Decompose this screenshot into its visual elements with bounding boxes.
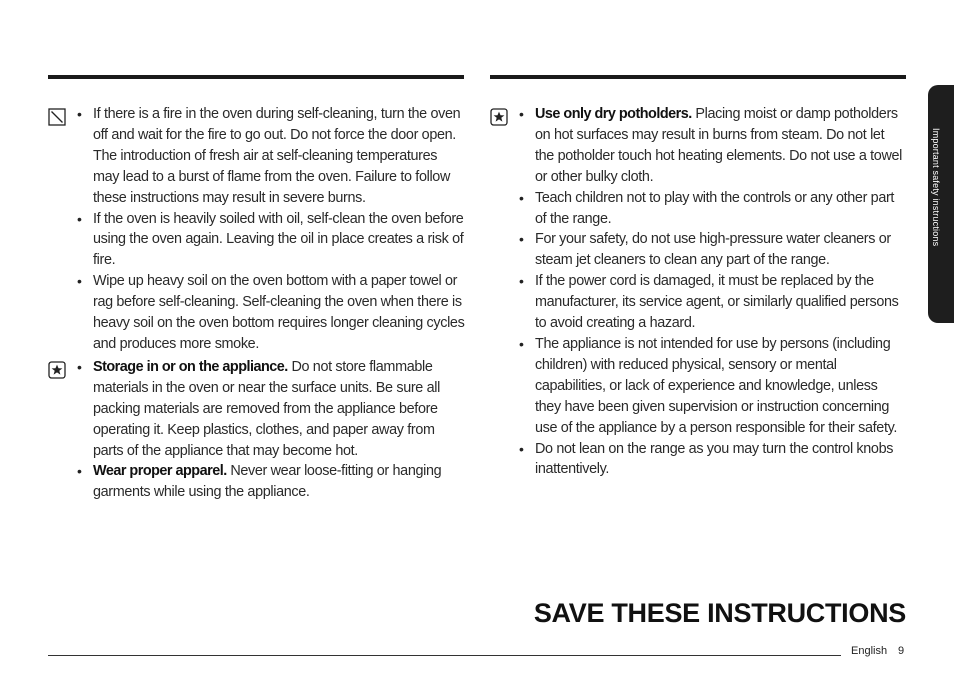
caution-group-star	[48, 357, 466, 503]
bullet-list	[93, 357, 466, 503]
footer-rule	[48, 655, 841, 656]
save-instructions-title: SAVE THESE INSTRUCTIONS	[533, 598, 906, 628]
side-tab-label: Important safety instructions	[931, 128, 941, 247]
star-icon	[48, 361, 66, 379]
list-item: • If the power cord is damaged, it must be replaced by the manufacturer, its service agent, or similarly qualified persons to avoid creating a hazard.	[535, 271, 906, 334]
left-column-top-rule	[48, 75, 464, 79]
left-column	[48, 104, 466, 503]
footer-language: English	[851, 645, 888, 657]
list-item: • The appliance is not intended for use by persons (including children) with reduced physical, sensory or mental capabilities, or lack of experience and knowledge, unless they have been given supervision or instruction concerning use of the appliance by a person responsible for their safety.	[535, 334, 906, 439]
right-column	[490, 104, 906, 480]
bullet-list	[535, 104, 906, 480]
no-entry-icon	[48, 108, 66, 126]
bullet-list	[93, 104, 466, 355]
list-item: • Storage in or on the appliance. Do not store flammable materials in the oven or near the surface units. Be sure all packing materials are removed from the appliance before operating it. Keep plastics, clothes, and paper away from parts of the appliance that may become hot.	[93, 357, 466, 462]
list-item: • Wipe up heavy soil on the oven bottom with a paper towel or rag before self-cleaning. Self-cleaning the oven when there is heavy soil on the oven bottom requires longer cleaning cycles and produces more smoke.	[93, 271, 466, 355]
list-item: • Wear proper apparel. Never wear loose-fitting or hanging garments while using the appliance.	[93, 461, 466, 503]
list-item: • For your safety, do not use high-pressure water cleaners or steam jet cleaners to clean any part of the range.	[535, 229, 906, 271]
caution-group-star	[490, 104, 906, 480]
right-column-top-rule	[490, 75, 906, 79]
page-number: 9	[898, 645, 905, 657]
list-item: • If there is a fire in the oven during self-cleaning, turn the oven off and wait for the fire to go out. Do not force the door open. The introduction of fresh air at self-cleaning temperatures may lead to a burst of flame from the oven. Failure to follow these instructions may result in severe burns.	[93, 104, 466, 209]
list-item: • If the oven is heavily soiled with oil, self-clean the oven before using the oven again. Leaving the oil in place creates a risk of fire.	[93, 209, 466, 272]
list-item: • Teach children not to play with the controls or any other part of the range.	[535, 188, 906, 230]
list-item: • Do not lean on the range as you may turn the control knobs inattentively.	[535, 439, 906, 481]
list-item: • Use only dry potholders. Placing moist or damp potholders on hot surfaces may result in burns from steam. Do not let the potholder touch hot heating elements. Do not use a towel or other bulky cloth.	[535, 104, 906, 188]
star-icon	[490, 108, 508, 126]
warning-group-no-entry	[48, 104, 466, 355]
